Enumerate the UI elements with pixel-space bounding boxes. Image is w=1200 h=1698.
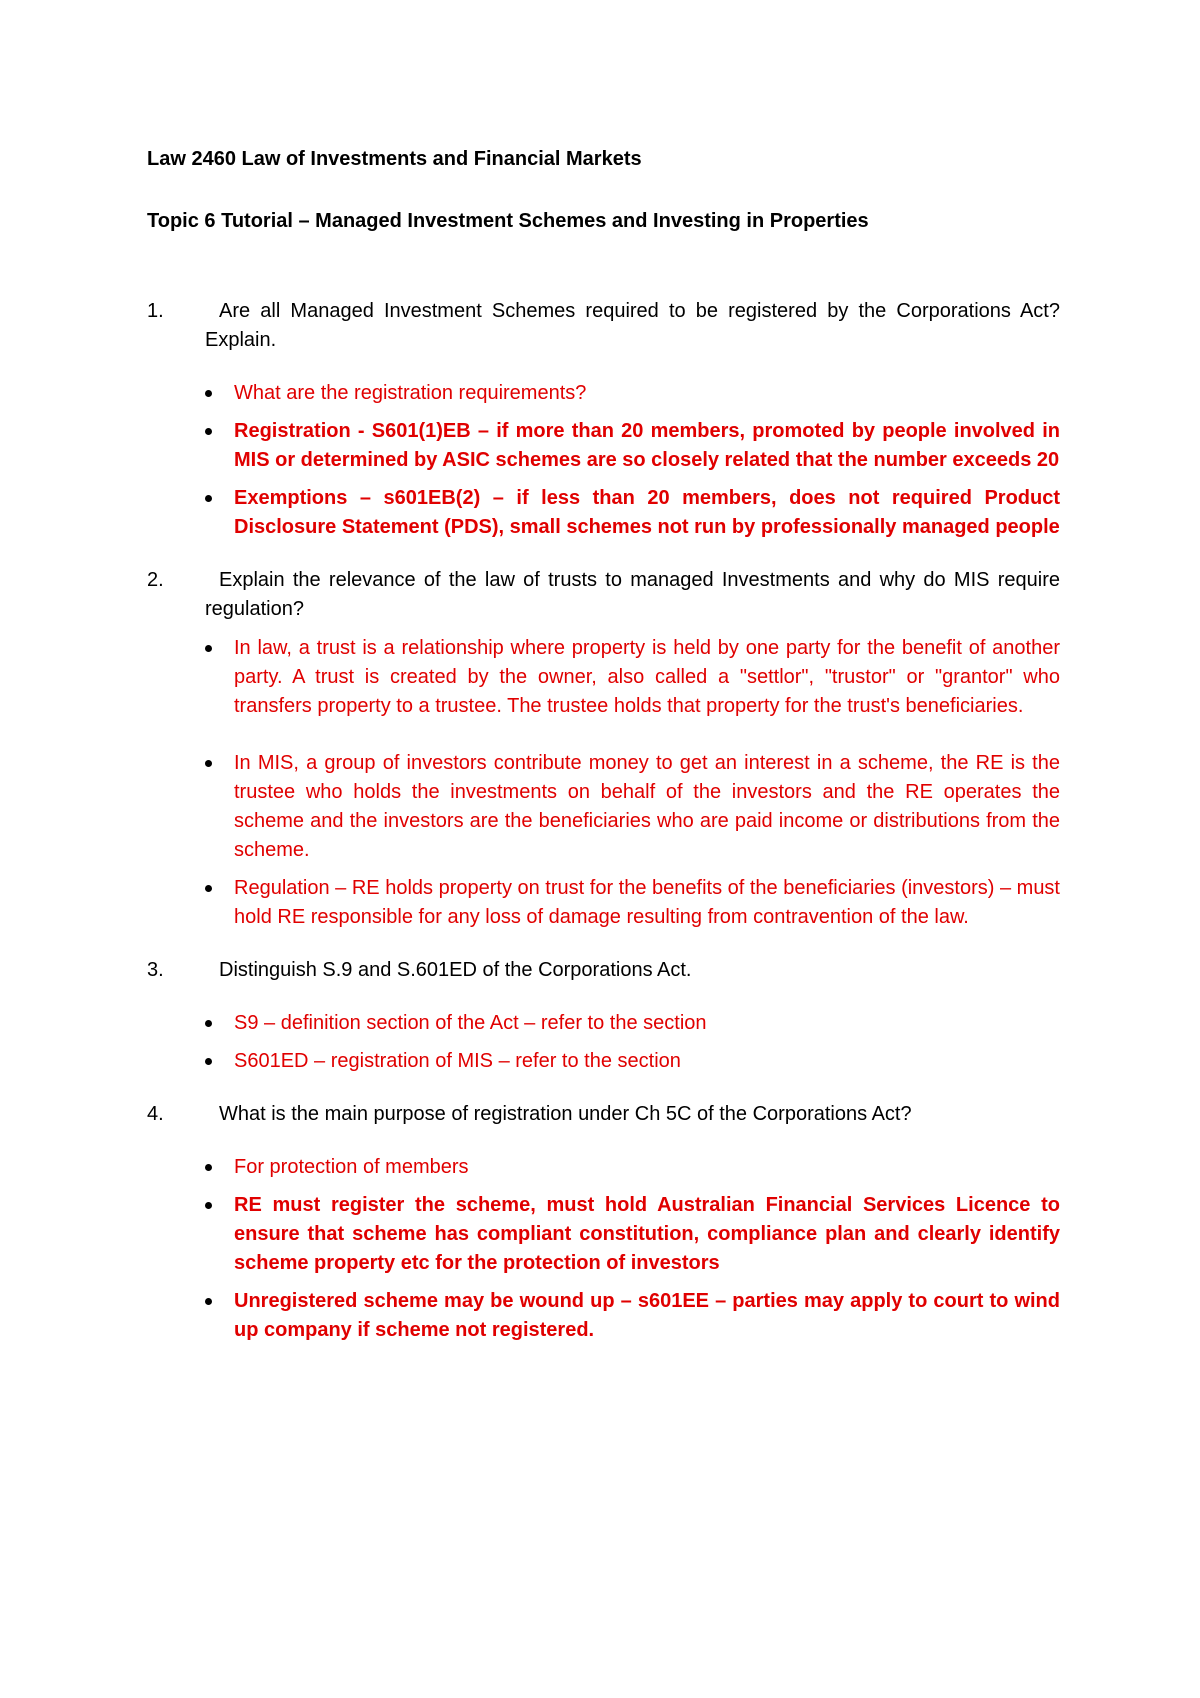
question-number: 4. (147, 1103, 164, 1125)
bullet-icon (205, 1298, 212, 1305)
answer-item: S601ED – registration of MIS – refer to the section (205, 1047, 1060, 1076)
question-number: 1. (147, 300, 164, 322)
bullet-icon (205, 1020, 212, 1027)
answer-item: Regulation – RE holds property on trust for the benefits of the beneficiaries (investors) – must hold RE responsible for any loss of damage resulting from contravention of the law. (205, 874, 1060, 932)
bullet-icon (205, 885, 212, 892)
bullet-icon (205, 1058, 212, 1065)
bullet-icon (205, 428, 212, 435)
bullet-icon (205, 1202, 212, 1209)
bullet-icon (205, 1164, 212, 1171)
question-text: Distinguish S.9 and S.601ED of the Corporations Act. (219, 959, 692, 981)
question-4 (147, 1100, 1060, 1345)
answer-item: What are the registration requirements? (205, 379, 1060, 408)
answer-item: S9 – definition section of the Act – refer to the section (205, 1009, 1060, 1038)
question-text: Are all Managed Investment Schemes required to be registered by the Corporations Act? Explain. (205, 300, 1060, 351)
bullet-icon (205, 645, 212, 652)
question-text: What is the main purpose of registration under Ch 5C of the Corporations Act? (219, 1103, 912, 1125)
bullet-icon (205, 390, 212, 397)
question-1 (147, 297, 1060, 542)
answer-list (205, 634, 1060, 932)
question-number: 3. (147, 959, 164, 981)
answer-item: Unregistered scheme may be wound up – s601EE – parties may apply to court to wind up company if scheme not registered. (205, 1287, 1060, 1345)
answer-item: Registration - S601(1)EB – if more than 20 members, promoted by people involved in MIS or determined by ASIC schemes are so closely related that the number exceeds 20 (205, 417, 1060, 475)
document-subtitle: Topic 6 Tutorial – Managed Investment Schemes and Investing in Properties (147, 210, 869, 232)
bullet-icon (205, 495, 212, 502)
answer-item: Exemptions – s601EB(2) – if less than 20 members, does not required Product Disclosure Statement (PDS), small schemes not run by professionally managed people (205, 484, 1060, 542)
answer-list (205, 379, 1060, 542)
answer-list (205, 1009, 1060, 1076)
bullet-icon (205, 760, 212, 767)
answer-item: RE must register the scheme, must hold Australian Financial Services Licence to ensure that scheme has compliant constitution, compliance plan and clearly identify scheme property etc for the protection of investors (205, 1191, 1060, 1278)
question-3 (147, 956, 1060, 1076)
question-text: Explain the relevance of the law of trusts to managed Investments and why do MIS require regulation? (205, 569, 1060, 620)
question-list (147, 297, 1060, 1345)
answer-item: For protection of members (205, 1153, 1060, 1182)
answer-list (205, 1153, 1060, 1345)
answer-item: In MIS, a group of investors contribute money to get an interest in a scheme, the RE is the trustee who holds the investments on behalf of the investors and the RE operates the scheme and the investors are the beneficiaries who are paid income or distributions from the scheme. (205, 749, 1060, 865)
question-2 (147, 566, 1060, 932)
document-title: Law 2460 Law of Investments and Financial Markets (147, 148, 642, 170)
answer-item: In law, a trust is a relationship where property is held by one party for the benefit of another party. A trust is created by the owner, also called a "settlor", "trustor" or "grantor" who transfers property to a trustee. The trustee holds that property for the trust's beneficiaries. (205, 634, 1060, 721)
question-number: 2. (147, 569, 164, 591)
